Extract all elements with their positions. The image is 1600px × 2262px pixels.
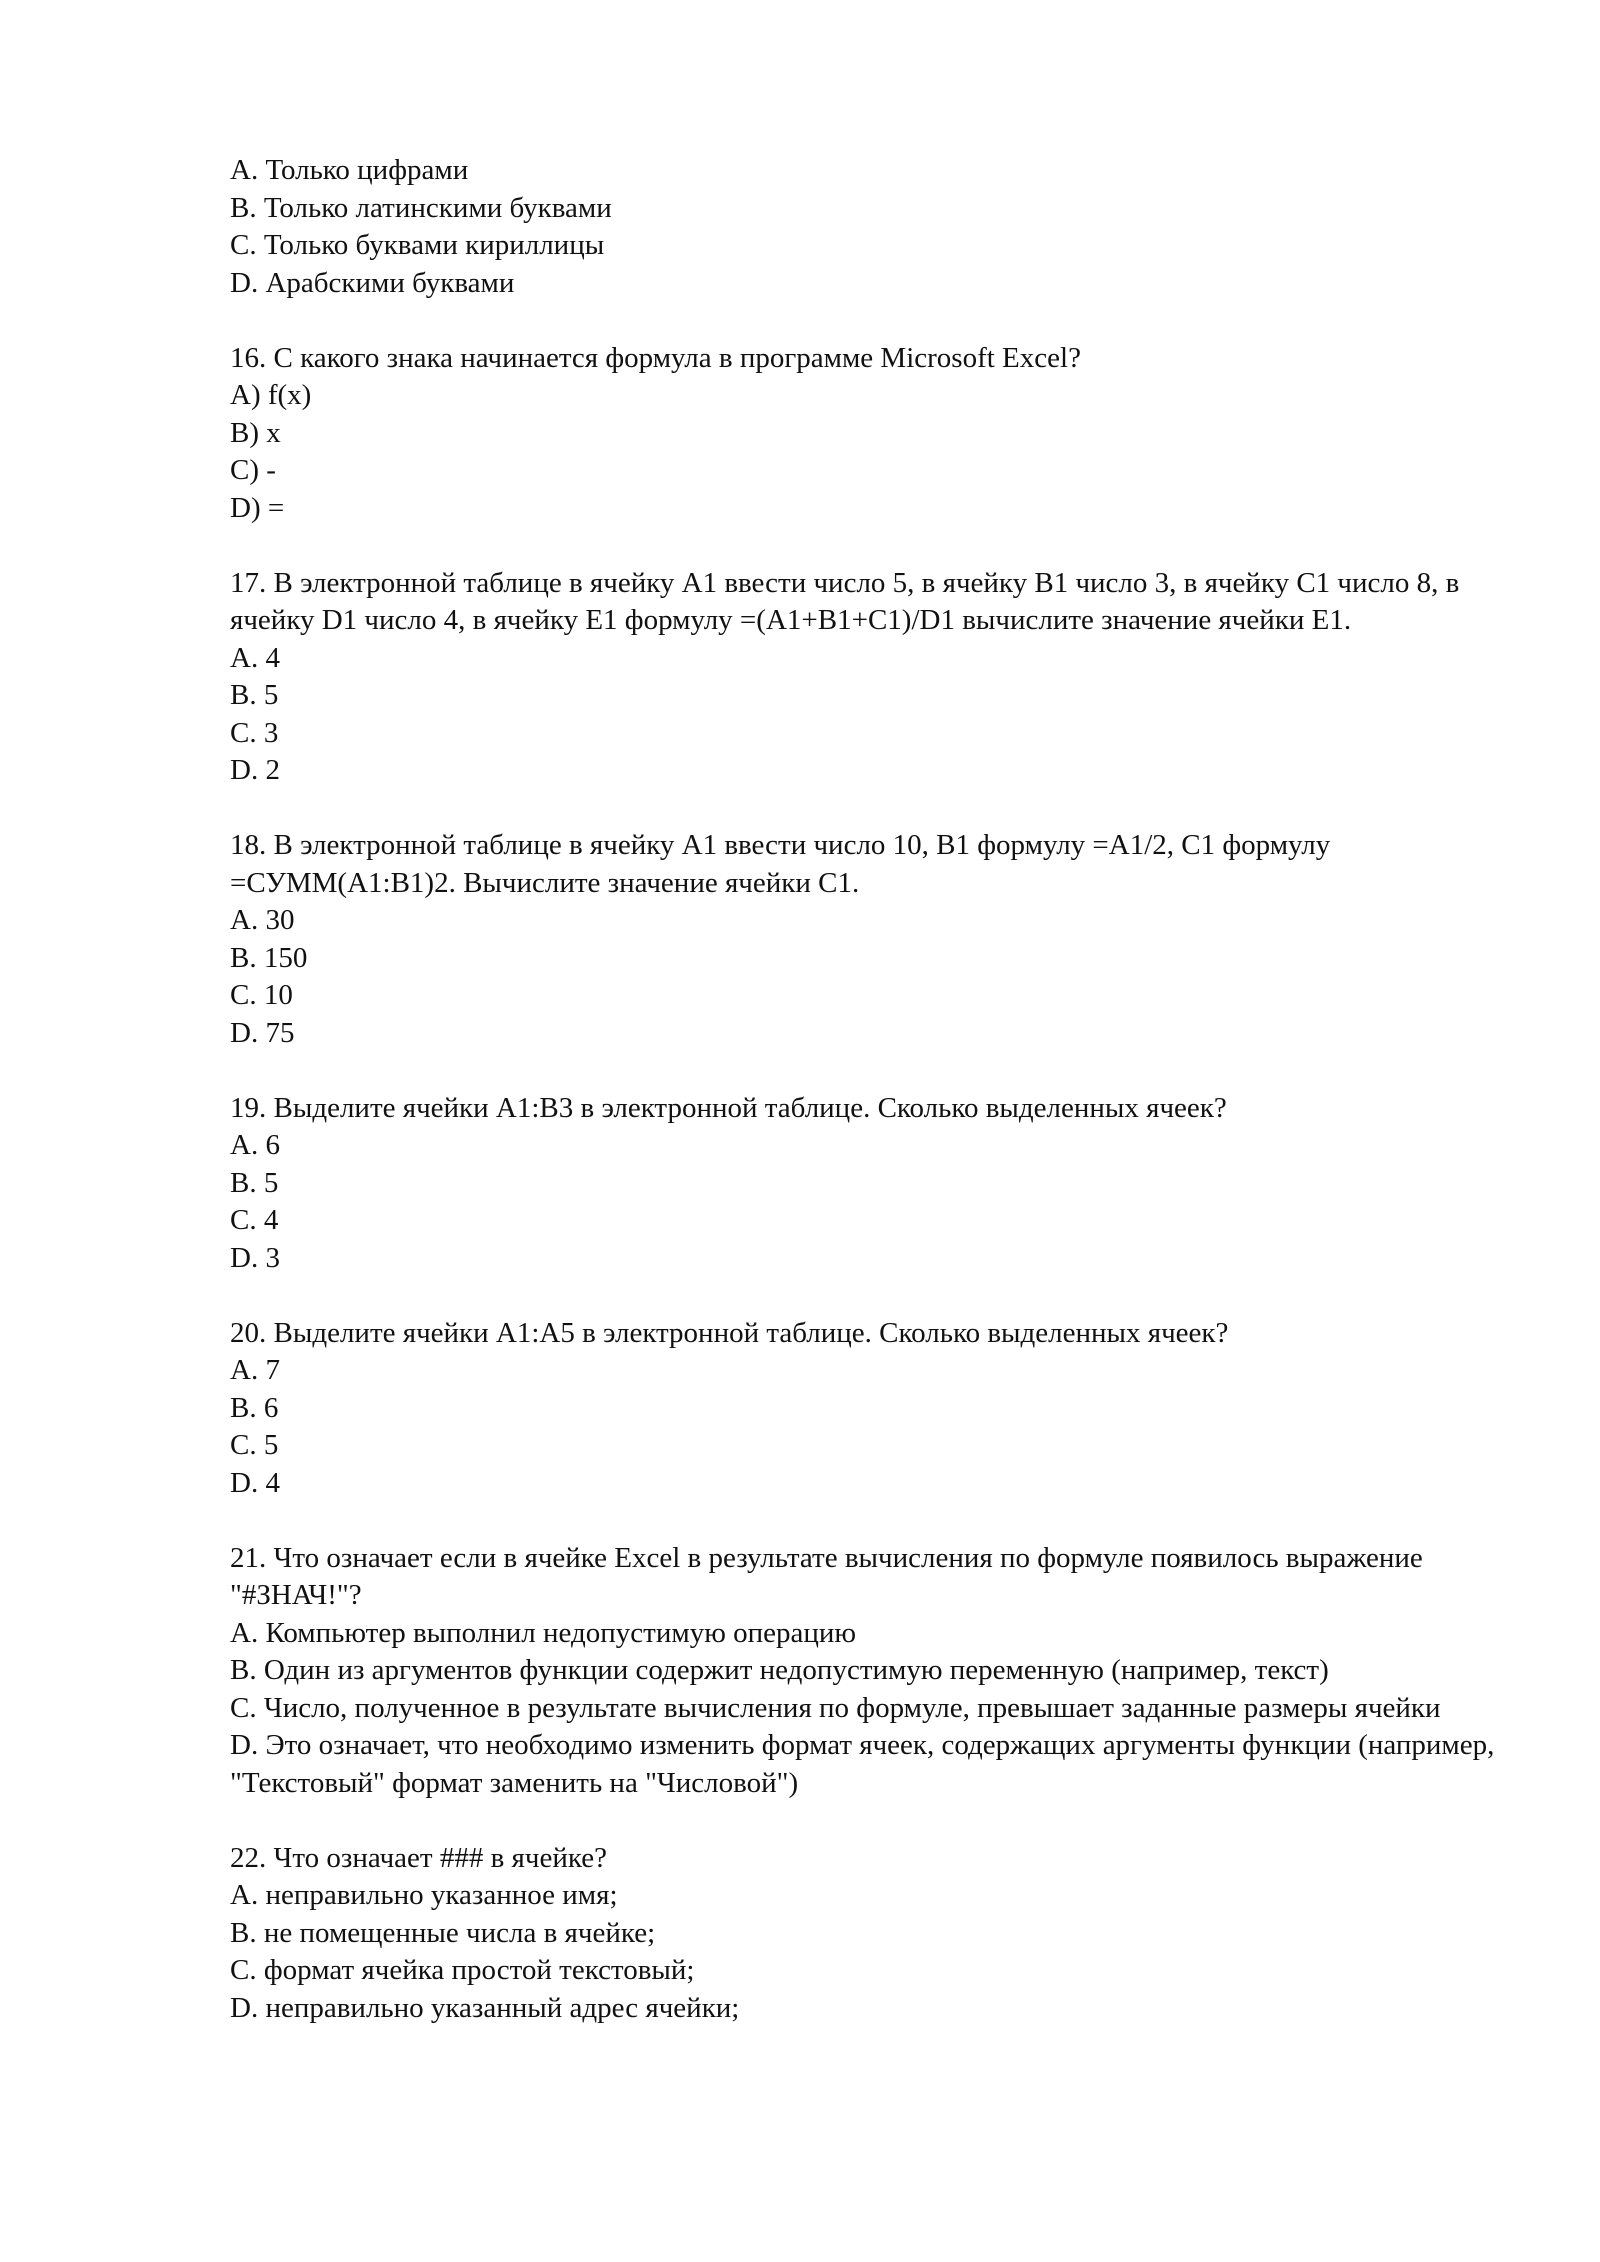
question-text: 16. С какого знака начинается формула в программе Microsoft Excel? <box>230 341 1081 374</box>
question-text: 17. В электронной таблице в ячейку A1 ввести число 5, в ячейку B1 число 3, в ячейку C1 число 8, в ячейку D1 число 4, в ячейку E1 формулу =(A1+B1+C1)/D1 вычислите значение ячейки E1. <box>230 566 1467 636</box>
option-a: A. 4 <box>230 641 280 674</box>
option-b: B. не помещенные числа в ячейке; <box>230 1916 656 1949</box>
option-a: A. Компьютер выполнил недопустимую операцию <box>230 1616 857 1649</box>
option-b: B. Один из аргументов функции содержит недопустимую переменную (например, текст) <box>230 1654 1329 1686</box>
option-a: A. неправильно указанное имя; <box>230 1879 618 1911</box>
option-c: C. 10 <box>230 979 293 1011</box>
option-d: D) = <box>230 491 285 524</box>
option-c: C. 4 <box>230 1204 279 1236</box>
option-d: D. Арабскими буквами <box>230 266 515 299</box>
question-block-19 <box>230 1090 1530 1278</box>
option-c: C. Только буквами кириллицы <box>230 229 605 261</box>
option-c: C) - <box>230 454 276 486</box>
question-block-15-continuation <box>230 152 1530 302</box>
option-b: B. 5 <box>230 679 279 711</box>
option-b: B) x <box>230 416 281 449</box>
question-text: 20. Выделите ячейки A1:A5 в электронной таблице. Сколько выделенных ячеек? <box>230 1316 1229 1349</box>
option-b: B. 6 <box>230 1391 279 1424</box>
option-a: A) f(x) <box>230 379 312 411</box>
question-text: 22. Что означает ### в ячейке? <box>230 1841 607 1874</box>
question-block-16 <box>230 340 1530 528</box>
option-d: D. 3 <box>230 1241 280 1274</box>
option-b: B. 150 <box>230 941 308 974</box>
option-c: C. 5 <box>230 1429 279 1461</box>
option-a: A. 6 <box>230 1129 280 1161</box>
question-block-21 <box>230 1540 1530 1803</box>
option-d: D. 75 <box>230 1016 295 1049</box>
option-d: D. Это означает, что необходимо изменить формат ячеек, содержащих аргументы функции (например, "Текстовый" формат заменить на "Числовой") <box>230 1729 1502 1799</box>
question-text: 18. В электронной таблице в ячейку A1 ввести число 10, B1 формулу =A1/2, C1 формулу =СУММ(A1:B1)2. Вычислите значение ячейки C1. <box>230 829 1338 899</box>
option-c: C. формат ячейка простой текстовый; <box>230 1954 695 1986</box>
option-d: D. 4 <box>230 1466 280 1499</box>
option-d: D. неправильно указанный адрес ячейки; <box>230 1991 740 2024</box>
question-block-17 <box>230 565 1530 790</box>
question-block-20 <box>230 1315 1530 1503</box>
question-block-18 <box>230 827 1530 1052</box>
option-d: D. 2 <box>230 754 280 786</box>
option-a: A. 7 <box>230 1354 280 1386</box>
question-text: 19. Выделите ячейки A1:B3 в электронной таблице. Сколько выделенных ячеек? <box>230 1091 1227 1124</box>
question-text: 21. Что означает если в ячейке Excel в результате вычисления по формуле появилось выражение "#ЗНАЧ!"? <box>230 1541 1431 1611</box>
option-c: C. 3 <box>230 716 279 749</box>
option-a: A. 30 <box>230 904 295 936</box>
option-b: B. Только латинскими буквами <box>230 191 612 224</box>
question-block-22 <box>230 1840 1530 2028</box>
option-b: B. 5 <box>230 1166 279 1199</box>
option-c: C. Число, полученное в результате вычисления по формуле, превышает заданные размеры ячейки <box>230 1691 1441 1724</box>
option-a: A. Только цифрами <box>230 154 469 186</box>
document-page <box>230 152 1530 2027</box>
